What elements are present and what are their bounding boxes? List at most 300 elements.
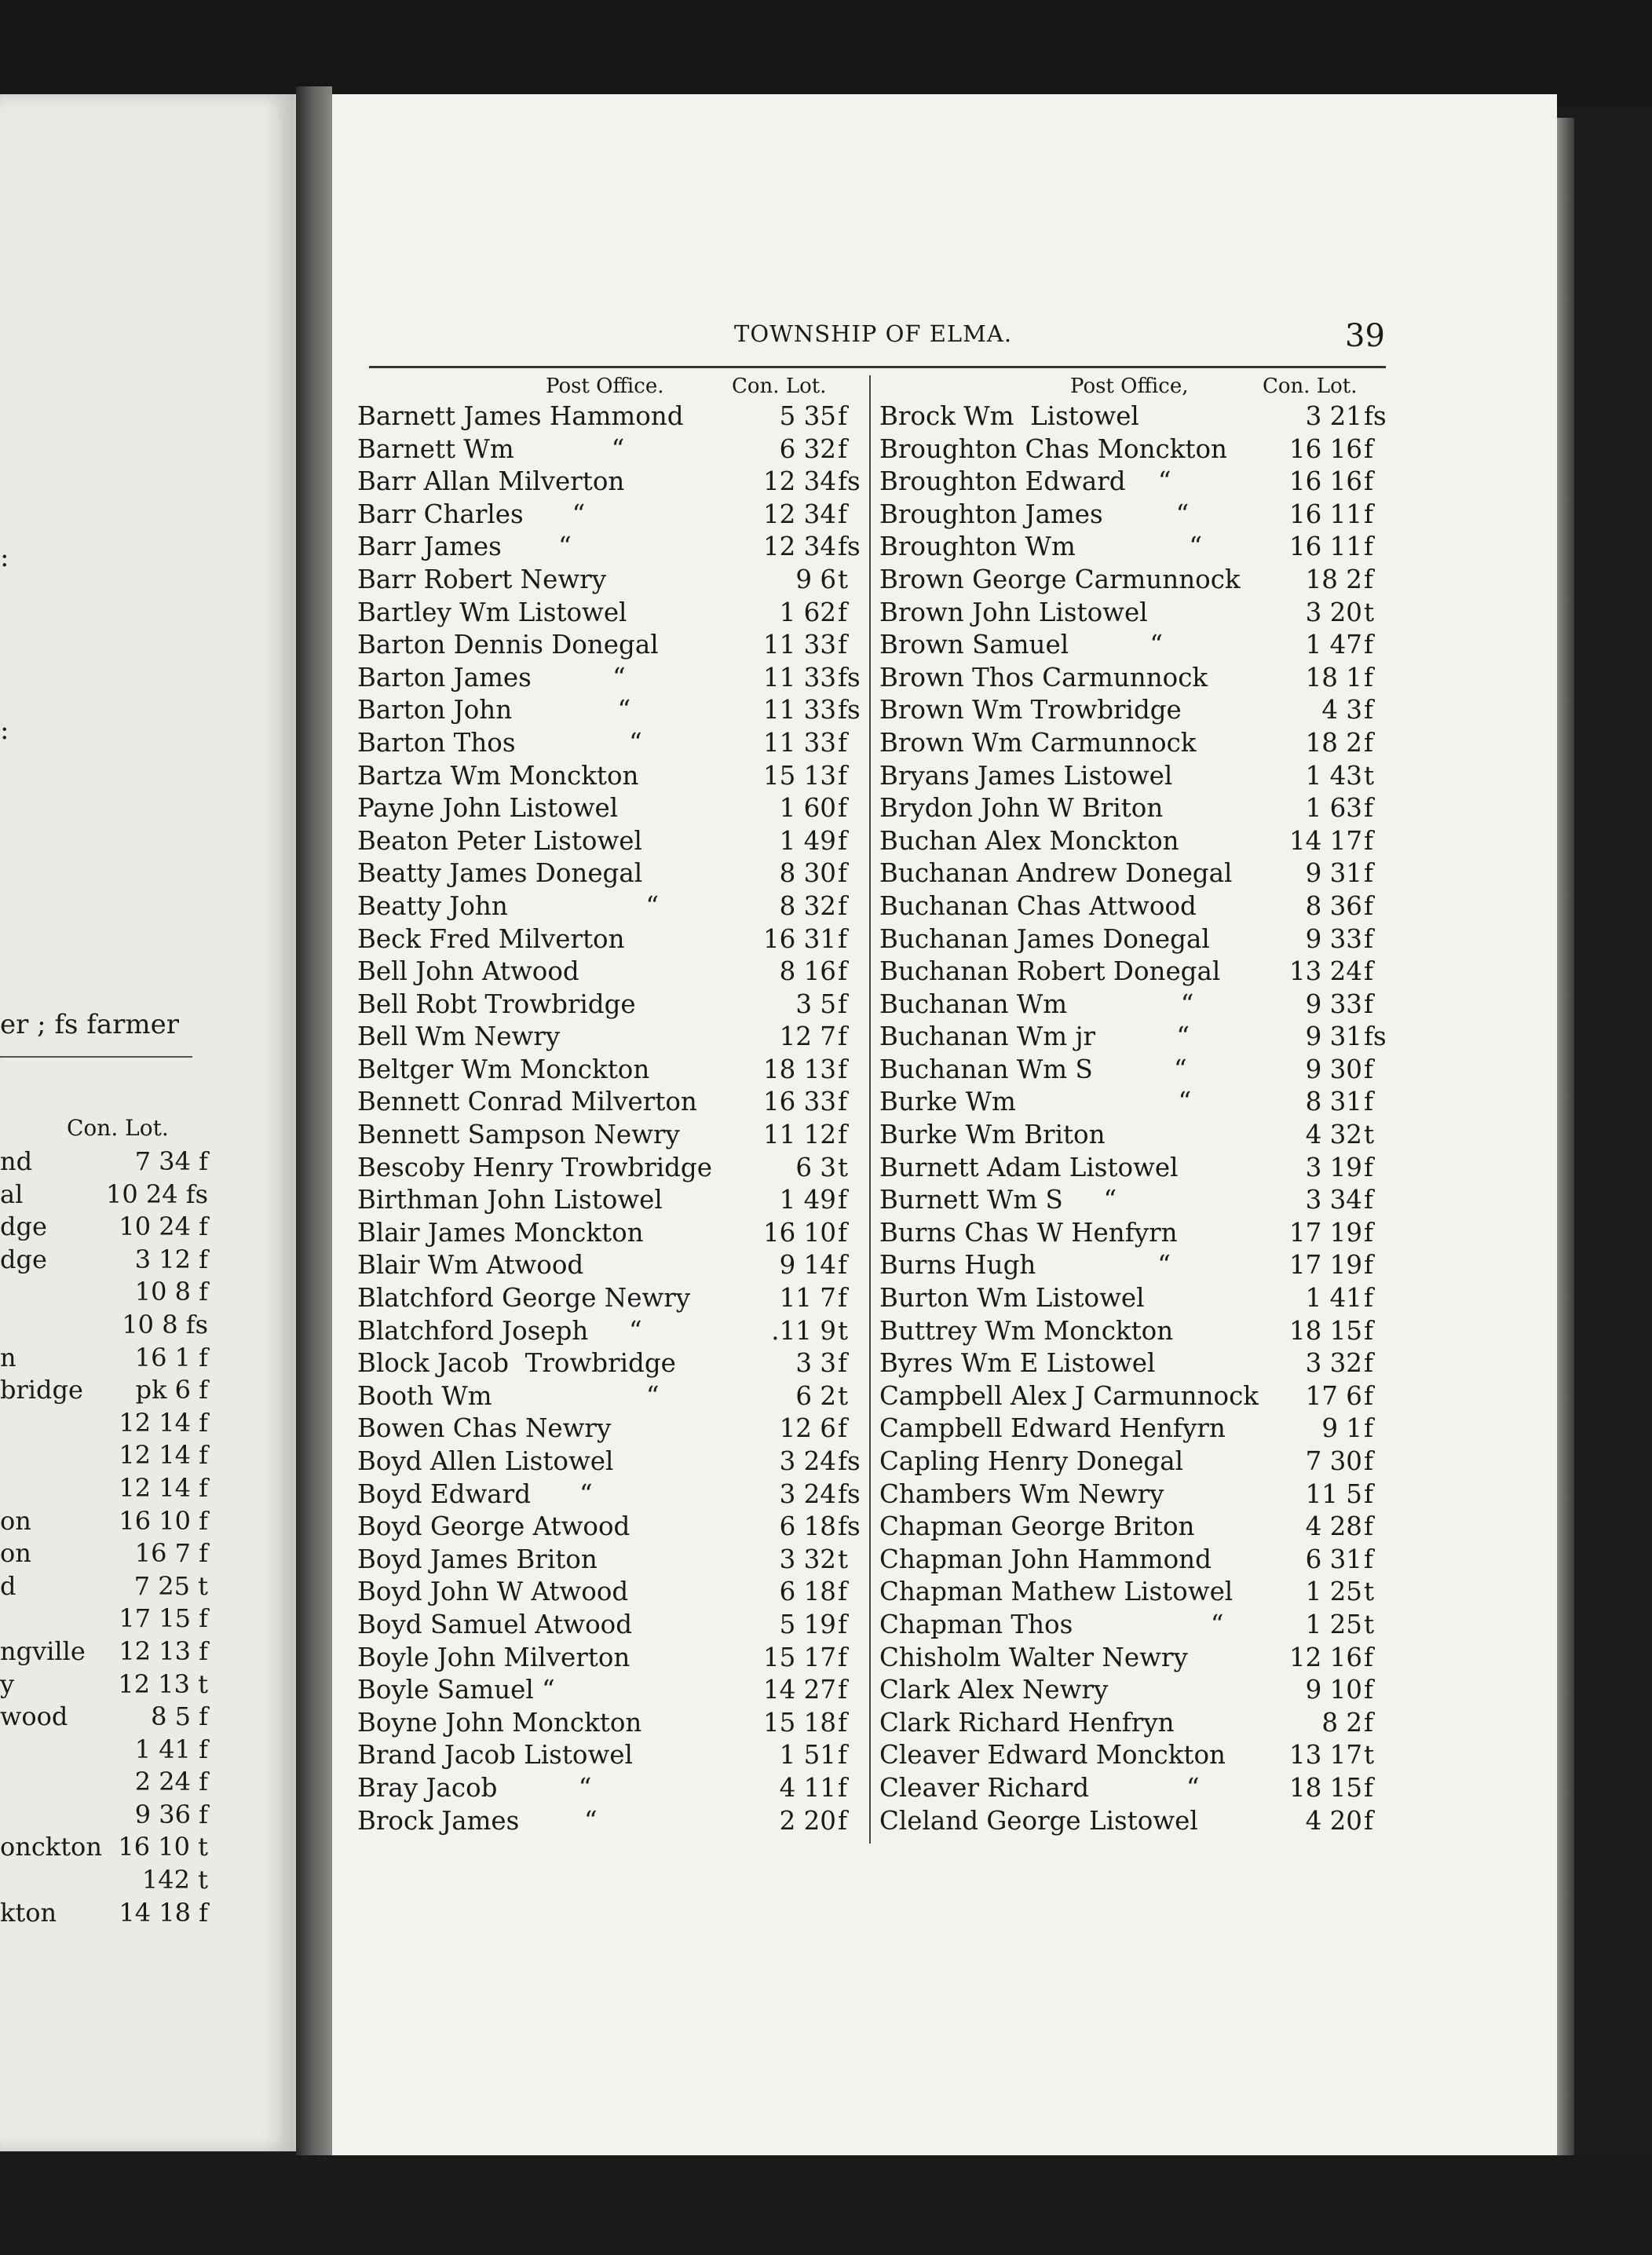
entry-name-post-office: Campbell Alex J Carmunnock xyxy=(879,1380,1259,1411)
left-page-fragment: : xyxy=(0,715,9,746)
entry-class: f xyxy=(1364,793,1374,824)
entry-class: f xyxy=(1364,1185,1374,1215)
left-page-row xyxy=(0,1310,208,1343)
entry-con-lot: 18 15 xyxy=(1288,1315,1362,1346)
left-page-row-fragment: al xyxy=(0,1179,24,1209)
directory-entry xyxy=(879,924,1386,957)
entry-class: f xyxy=(838,760,848,791)
entry-name-post-office: Birthman John Listowel xyxy=(357,1185,663,1215)
entry-class: f xyxy=(1364,662,1374,693)
directory-entry xyxy=(357,1087,860,1120)
directory-entry xyxy=(879,401,1386,434)
left-page-row-value: 17 15 f xyxy=(119,1603,208,1634)
entry-name-post-office: Payne John Listowel xyxy=(357,793,619,824)
left-page-row-fragment: wood xyxy=(0,1701,68,1732)
entry-name-post-office: Brydon John W Briton xyxy=(879,793,1164,824)
left-page-row xyxy=(0,1212,208,1244)
entry-class: f xyxy=(838,1022,848,1052)
entry-name-post-office: Barton Dennis Donegal xyxy=(357,630,659,660)
directory-entry xyxy=(879,891,1386,924)
entry-class: f xyxy=(838,1740,848,1771)
entry-class: fs xyxy=(838,1478,861,1509)
entry-con-lot: 15 18 xyxy=(762,1707,836,1738)
entry-con-lot: 11 12 xyxy=(762,1120,836,1150)
entry-con-lot: 9 1 xyxy=(1321,1413,1362,1444)
entry-name-post-office: Burnett Wm S “ xyxy=(879,1185,1117,1215)
directory-entry xyxy=(879,1218,1386,1251)
directory-entry xyxy=(357,1054,860,1087)
directory-entry xyxy=(879,1577,1386,1610)
entry-class: f xyxy=(1364,1544,1374,1574)
directory-entry xyxy=(879,565,1386,598)
left-page-row-fragment: bridge xyxy=(0,1375,83,1405)
directory-entry xyxy=(357,1283,860,1316)
entry-name-post-office: Barr Allan Milverton xyxy=(357,466,625,497)
entry-class: f xyxy=(838,1087,848,1117)
entry-name-post-office: Brown Wm Trowbridge xyxy=(879,695,1182,725)
entry-name-post-office: Boyd Edward “ xyxy=(357,1478,593,1509)
directory-entry xyxy=(879,1413,1386,1446)
directory-entry xyxy=(357,565,860,598)
left-page-legend: er ; fs farmer xyxy=(0,1009,180,1040)
entry-class: f xyxy=(1364,1446,1374,1476)
directory-entry xyxy=(357,858,860,891)
scan-background-top xyxy=(0,0,1652,106)
directory-entry xyxy=(357,466,860,499)
directory-entry xyxy=(357,1413,860,1446)
entry-name-post-office: Clark Richard Henfryn xyxy=(879,1707,1175,1738)
entry-class: f xyxy=(1364,1805,1374,1836)
entry-name-post-office: Burns Chas W Henfyrn xyxy=(879,1217,1178,1248)
left-page-row xyxy=(0,1473,208,1506)
directory-entry xyxy=(879,1087,1386,1120)
entry-class: f xyxy=(838,956,848,987)
entry-con-lot: 16 31 xyxy=(762,923,836,954)
left-page-row xyxy=(0,1343,208,1376)
entry-con-lot: 11 33 xyxy=(762,630,836,660)
directory-entry xyxy=(879,1675,1386,1708)
left-page-row xyxy=(0,1832,208,1865)
entry-class: f xyxy=(838,1805,848,1836)
entry-class: f xyxy=(838,1609,848,1639)
entry-class: f xyxy=(838,890,848,921)
entry-con-lot: 14 17 xyxy=(1288,825,1362,856)
entry-class: f xyxy=(1364,1283,1374,1314)
entry-con-lot: 8 32 xyxy=(779,890,836,921)
entry-con-lot: 1 51 xyxy=(779,1740,836,1771)
col-header-post-office: Post Office. xyxy=(546,375,664,398)
directory-entry xyxy=(879,1544,1386,1577)
directory-entry xyxy=(879,434,1386,467)
entry-con-lot: 12 7 xyxy=(779,1022,836,1052)
entry-name-post-office: Chapman John Hammond xyxy=(879,1544,1212,1574)
entry-con-lot: 12 34 xyxy=(762,499,836,529)
directory-entry xyxy=(357,630,860,663)
entry-class: f xyxy=(838,1413,848,1444)
entry-class: f xyxy=(1364,956,1374,987)
entry-class: f xyxy=(1364,1217,1374,1248)
left-page-row-fragment: ngville xyxy=(0,1636,86,1666)
entry-con-lot: 6 2 xyxy=(795,1380,836,1411)
entry-name-post-office: Burke Wm Briton xyxy=(879,1120,1106,1150)
scan-background-bottom xyxy=(0,2155,1652,2255)
entry-class: t xyxy=(838,1315,849,1346)
entry-name-post-office: Burton Wm Listowel xyxy=(879,1283,1145,1314)
entry-class: f xyxy=(1364,466,1374,497)
directory-entry xyxy=(357,1708,860,1741)
entry-name-post-office: Buttrey Wm Monckton xyxy=(879,1315,1174,1346)
col-header-post-office-right: Post Office, xyxy=(1070,375,1189,398)
entry-class: fs xyxy=(838,1446,861,1476)
directory-entry xyxy=(879,1250,1386,1283)
left-page-row-value: 16 10 t xyxy=(118,1832,208,1862)
directory-entry xyxy=(879,1643,1386,1676)
entry-name-post-office: Boyd George Atwood xyxy=(357,1511,630,1542)
entry-name-post-office: Bowen Chas Newry xyxy=(357,1413,612,1444)
directory-entry xyxy=(357,1218,860,1251)
left-page-row xyxy=(0,1603,208,1636)
left-page-row-fragment: kton xyxy=(0,1897,57,1928)
left-page-row-value: 10 24 fs xyxy=(105,1179,208,1209)
entry-con-lot: 18 2 xyxy=(1305,564,1362,594)
entry-name-post-office: Brock James “ xyxy=(357,1805,598,1836)
left-page-row-value: 7 25 t xyxy=(133,1570,208,1601)
directory-entry xyxy=(357,499,860,532)
entry-name-post-office: Brock Wm Listowel xyxy=(879,401,1139,431)
entry-name-post-office: Barton Thos “ xyxy=(357,727,642,758)
left-page-row xyxy=(0,1146,208,1179)
left-page-row-value: 7 34 f xyxy=(134,1146,208,1176)
entry-con-lot: 3 32 xyxy=(779,1544,836,1574)
directory-entry xyxy=(879,1708,1386,1741)
left-page-col-header: Con. Lot. xyxy=(67,1115,169,1141)
directory-entry xyxy=(357,1316,860,1349)
entry-con-lot: 12 34 xyxy=(762,466,836,497)
entry-con-lot: 17 6 xyxy=(1305,1380,1362,1411)
entry-class: f xyxy=(838,1642,848,1672)
book-gutter xyxy=(296,86,332,2167)
entry-con-lot: 8 31 xyxy=(1305,1087,1362,1117)
directory-entry xyxy=(357,1675,860,1708)
directory-entry xyxy=(357,826,860,859)
directory-entry xyxy=(879,956,1386,989)
entry-name-post-office: Booth Wm “ xyxy=(357,1380,660,1411)
facing-page-left xyxy=(0,94,296,2151)
directory-entry xyxy=(357,956,860,989)
directory-entry xyxy=(357,695,860,728)
entry-con-lot: 6 3 xyxy=(795,1152,836,1182)
left-page-row xyxy=(0,1767,208,1800)
entry-class: t xyxy=(838,1380,849,1411)
entry-class: f xyxy=(1364,1380,1374,1411)
entry-con-lot: 8 16 xyxy=(779,956,836,987)
entry-name-post-office: Boyle John Milverton xyxy=(357,1642,630,1672)
entry-con-lot: 12 6 xyxy=(779,1413,836,1444)
directory-entry xyxy=(879,1054,1386,1087)
entry-name-post-office: Beltger Wm Monckton xyxy=(357,1054,650,1084)
directory-entry xyxy=(879,826,1386,859)
left-page-row-fragment: n xyxy=(0,1342,16,1372)
directory-entry xyxy=(357,891,860,924)
entry-class: f xyxy=(1364,989,1374,1019)
entry-name-post-office: Barnett James Hammond xyxy=(357,401,684,431)
header-rule xyxy=(369,366,1386,368)
entry-con-lot: 18 1 xyxy=(1305,662,1362,693)
directory-entry xyxy=(879,663,1386,696)
entry-con-lot: 4 32 xyxy=(1305,1120,1362,1150)
entry-name-post-office: Boyd Samuel Atwood xyxy=(357,1609,633,1639)
left-page-row xyxy=(0,1669,208,1702)
entry-name-post-office: Buchanan Chas Attwood xyxy=(879,890,1197,921)
entry-con-lot: 3 3 xyxy=(795,1348,836,1379)
entry-name-post-office: Byres Wm E Listowel xyxy=(879,1348,1156,1379)
entry-con-lot: 5 35 xyxy=(779,401,836,431)
entry-con-lot: 12 34 xyxy=(762,532,836,562)
entry-class: f xyxy=(838,1120,848,1150)
entry-class: f xyxy=(838,401,848,431)
left-page-row-fragment: on xyxy=(0,1505,31,1536)
entry-class: f xyxy=(1364,1642,1374,1672)
entry-class: fs xyxy=(1364,401,1387,431)
directory-entry xyxy=(357,663,860,696)
entry-con-lot: 13 24 xyxy=(1288,956,1362,987)
directory-entry xyxy=(879,1316,1386,1349)
entry-class: t xyxy=(838,1544,849,1574)
left-page-row-fragment: d xyxy=(0,1570,16,1601)
directory-entry xyxy=(357,924,860,957)
left-page-row xyxy=(0,1898,208,1931)
entry-class: f xyxy=(1364,825,1374,856)
directory-entry xyxy=(357,1740,860,1773)
entry-con-lot: 1 63 xyxy=(1305,793,1362,824)
left-page-row-value: 12 14 f xyxy=(119,1472,208,1503)
entry-class: f xyxy=(838,1707,848,1738)
entry-class: t xyxy=(838,1152,849,1182)
column-divider xyxy=(869,375,871,1844)
left-page-row-value: 16 1 f xyxy=(134,1342,208,1372)
entry-con-lot: 9 31 xyxy=(1305,1022,1362,1052)
entry-con-lot: 15 17 xyxy=(762,1642,836,1672)
entry-name-post-office: Broughton Wm “ xyxy=(879,532,1203,562)
entry-class: f xyxy=(1364,499,1374,529)
directory-entry xyxy=(357,1806,860,1839)
left-page-row-value: 10 24 f xyxy=(119,1212,208,1242)
directory-entry xyxy=(879,598,1386,630)
directory-entry xyxy=(879,1283,1386,1316)
col-header-con-lot: Con. Lot. xyxy=(732,375,827,398)
directory-entry xyxy=(879,1381,1386,1414)
left-page-row-value: 142 t xyxy=(141,1865,208,1895)
left-page-row-value: 16 7 f xyxy=(134,1538,208,1569)
left-page-row-value: 9 36 f xyxy=(134,1799,208,1829)
entry-con-lot: 3 24 xyxy=(779,1446,836,1476)
entry-con-lot: 16 16 xyxy=(1288,466,1362,497)
directory-entry xyxy=(879,630,1386,663)
entry-con-lot: 16 16 xyxy=(1288,433,1362,464)
left-page-row-value: 10 8 f xyxy=(134,1277,208,1307)
entry-name-post-office: Buchanan Wm jr “ xyxy=(879,1022,1190,1052)
directory-entry xyxy=(879,728,1386,761)
entry-con-lot: 8 2 xyxy=(1321,1707,1362,1738)
entry-class: f xyxy=(1364,1675,1374,1705)
entry-class: f xyxy=(838,989,848,1019)
entry-name-post-office: Cleaver Edward Monckton xyxy=(879,1740,1226,1771)
entry-con-lot: 16 11 xyxy=(1288,532,1362,562)
entry-name-post-office: Bennett Sampson Newry xyxy=(357,1120,680,1150)
entry-class: f xyxy=(838,825,848,856)
entry-con-lot: 3 19 xyxy=(1305,1152,1362,1182)
entry-class: f xyxy=(1364,1511,1374,1542)
entry-con-lot: 6 18 xyxy=(779,1577,836,1607)
left-page-row xyxy=(0,1375,208,1408)
directory-entry xyxy=(357,1544,860,1577)
entry-con-lot: 14 27 xyxy=(762,1675,836,1705)
running-head: TOWNSHIP OF ELMA. xyxy=(734,320,1013,347)
entry-class: fs xyxy=(838,695,861,725)
entry-name-post-office: Cleaver Richard “ xyxy=(879,1772,1200,1803)
entry-con-lot: 1 62 xyxy=(779,597,836,627)
entry-class: f xyxy=(1364,1478,1374,1509)
entry-con-lot: 9 10 xyxy=(1305,1675,1362,1705)
entry-class: f xyxy=(838,1185,848,1215)
entry-class: f xyxy=(1364,1087,1374,1117)
entry-name-post-office: Broughton Edward “ xyxy=(879,466,1171,497)
directory-entry xyxy=(879,695,1386,728)
entry-class: f xyxy=(838,858,848,889)
entry-name-post-office: Campbell Edward Henfyrn xyxy=(879,1413,1226,1444)
entry-name-post-office: Chisholm Walter Newry xyxy=(879,1642,1188,1672)
left-page-row xyxy=(0,1179,208,1212)
directory-entry xyxy=(357,1348,860,1381)
entry-name-post-office: Barnett Wm “ xyxy=(357,433,625,464)
directory-entry xyxy=(879,761,1386,794)
entry-con-lot: 18 15 xyxy=(1288,1772,1362,1803)
entry-name-post-office: Bray Jacob “ xyxy=(357,1772,592,1803)
entry-class: f xyxy=(838,727,848,758)
entry-con-lot: 17 19 xyxy=(1288,1217,1362,1248)
left-page-row-fragment: onckton xyxy=(0,1832,102,1862)
entry-con-lot: 11 33 xyxy=(762,727,836,758)
directory-entry xyxy=(357,793,860,826)
directory-entry xyxy=(357,1577,860,1610)
entry-name-post-office: Chapman Mathew Listowel xyxy=(879,1577,1234,1607)
entry-class: f xyxy=(1364,433,1374,464)
directory-entry xyxy=(357,989,860,1022)
entry-con-lot: 16 11 xyxy=(1288,499,1362,529)
entry-con-lot: 6 31 xyxy=(1305,1544,1362,1574)
entry-con-lot: 3 34 xyxy=(1305,1185,1362,1215)
entry-name-post-office: Barr Robert Newry xyxy=(357,564,607,594)
directory-entry xyxy=(357,1610,860,1643)
left-page-row xyxy=(0,1244,208,1277)
directory-entry xyxy=(357,598,860,630)
entry-name-post-office: Bryans James Listowel xyxy=(879,760,1173,791)
entry-con-lot: 6 18 xyxy=(779,1511,836,1542)
entry-class: f xyxy=(838,1283,848,1314)
left-page-row-fragment: y xyxy=(0,1668,15,1699)
left-page-fragment: : xyxy=(0,542,9,573)
directory-entry xyxy=(357,401,860,434)
entry-class: f xyxy=(838,1348,848,1379)
entry-con-lot: 18 13 xyxy=(762,1054,836,1084)
entry-class: t xyxy=(1364,597,1375,627)
entry-name-post-office: Bescoby Henry Trowbridge xyxy=(357,1152,712,1182)
entry-name-post-office: Boyle Samuel “ xyxy=(357,1675,555,1705)
entry-class: t xyxy=(838,564,849,594)
entry-name-post-office: Beatty James Donegal xyxy=(357,858,643,889)
entry-class: t xyxy=(1364,1740,1375,1771)
directory-entry xyxy=(357,761,860,794)
left-page-row xyxy=(0,1440,208,1473)
entry-name-post-office: Buchanan Robert Donegal xyxy=(879,956,1221,987)
entry-name-post-office: Blair James Monckton xyxy=(357,1217,644,1248)
directory-entry xyxy=(879,1511,1386,1544)
entry-name-post-office: Burnett Adam Listowel xyxy=(879,1152,1179,1182)
entry-con-lot: 13 17 xyxy=(1288,1740,1362,1771)
entry-name-post-office: Barr Charles “ xyxy=(357,499,586,529)
entry-con-lot: 2 20 xyxy=(779,1805,836,1836)
entry-con-lot: 11 5 xyxy=(1305,1478,1362,1509)
left-page-row xyxy=(0,1277,208,1310)
directory-entry xyxy=(357,1511,860,1544)
directory-entry xyxy=(879,989,1386,1022)
entry-con-lot: 16 10 xyxy=(762,1217,836,1248)
directory-entry xyxy=(879,466,1386,499)
entry-class: f xyxy=(838,1250,848,1281)
directory-entry xyxy=(879,793,1386,826)
entry-con-lot: 8 30 xyxy=(779,858,836,889)
entry-class: f xyxy=(838,499,848,529)
entry-class: f xyxy=(1364,630,1374,660)
directory-column-left xyxy=(357,401,860,1838)
entry-name-post-office: Brown George Carmunnock xyxy=(879,564,1241,594)
directory-entry xyxy=(879,499,1386,532)
entry-class: fs xyxy=(838,466,861,497)
entry-con-lot: 3 32 xyxy=(1305,1348,1362,1379)
left-page-row xyxy=(0,1571,208,1604)
entry-con-lot: 11 33 xyxy=(762,662,836,693)
entry-con-lot: 12 16 xyxy=(1288,1642,1362,1672)
left-page-row-value: 16 10 f xyxy=(119,1505,208,1536)
entry-name-post-office: Burns Hugh “ xyxy=(879,1250,1171,1281)
entry-class: f xyxy=(1364,1315,1374,1346)
entry-class: fs xyxy=(838,1511,861,1542)
left-page-row-value: 1 41 f xyxy=(134,1734,208,1764)
entry-class: t xyxy=(1364,1577,1375,1607)
left-page-list xyxy=(0,1146,208,1930)
entry-name-post-office: Beatty John “ xyxy=(357,890,660,921)
directory-entry xyxy=(357,1153,860,1186)
entry-name-post-office: Blatchford George Newry xyxy=(357,1283,691,1314)
left-page-row xyxy=(0,1506,208,1539)
directory-entry xyxy=(357,1479,860,1512)
directory-entry xyxy=(879,1022,1386,1054)
entry-name-post-office: Blair Wm Atwood xyxy=(357,1250,584,1281)
entry-con-lot: 15 13 xyxy=(762,760,836,791)
entry-name-post-office: Cleland George Listowel xyxy=(879,1805,1198,1836)
directory-entry xyxy=(879,1153,1386,1186)
entry-name-post-office: Chambers Wm Newry xyxy=(879,1478,1164,1509)
entry-name-post-office: Brown Thos Carmunnock xyxy=(879,662,1208,693)
entry-con-lot: 3 24 xyxy=(779,1478,836,1509)
entry-name-post-office: Brand Jacob Listowel xyxy=(357,1740,633,1771)
directory-entry xyxy=(357,1381,860,1414)
entry-class: f xyxy=(838,1772,848,1803)
entry-name-post-office: Capling Henry Donegal xyxy=(879,1446,1184,1476)
entry-con-lot: 1 47 xyxy=(1305,630,1362,660)
left-page-row xyxy=(0,1408,208,1441)
left-page-row-value: 12 13 f xyxy=(119,1636,208,1666)
